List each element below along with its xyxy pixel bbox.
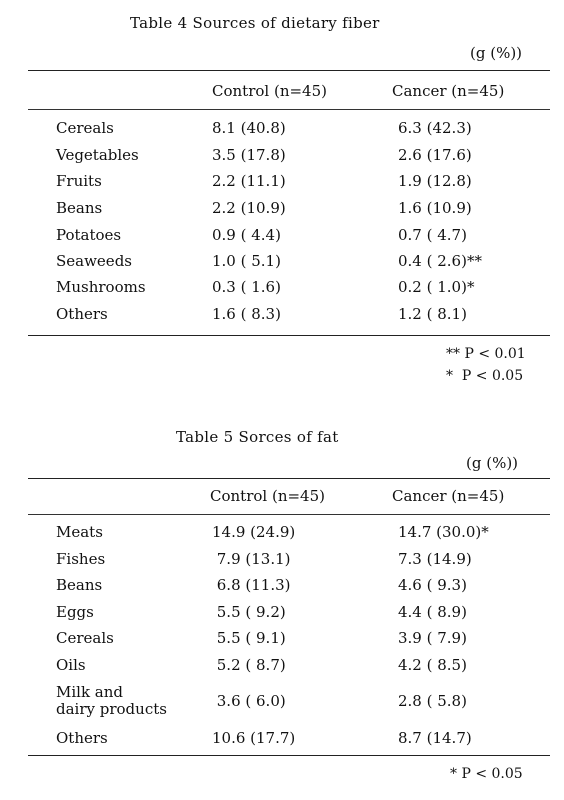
row-label: Others	[56, 729, 108, 747]
control-value: 8.1 (40.8)	[212, 119, 286, 137]
row-label: Beans	[56, 576, 103, 594]
table4-caption: Table 4 Sources of dietary fiber	[130, 14, 380, 32]
cancer-value: 2.8 ( 5.8)	[398, 692, 467, 710]
table5-note-p005: * P < 0.05	[450, 766, 523, 782]
table-row	[0, 656, 564, 682]
control-value: 1.0 ( 5.1)	[212, 252, 281, 270]
control-value: 10.6 (17.7)	[212, 729, 296, 747]
table-row	[0, 629, 564, 655]
control-value: 2.2 (10.9)	[212, 199, 286, 217]
cancer-value: 6.3 (42.3)	[398, 119, 472, 137]
table-row	[0, 305, 564, 331]
row-label: Cereals	[56, 629, 114, 647]
table4-header-cancer: Cancer (n=45)	[392, 82, 505, 100]
cancer-value: 1.6 (10.9)	[398, 199, 472, 217]
cancer-value: 4.2 ( 8.5)	[398, 656, 467, 674]
row-label: Fishes	[56, 550, 106, 568]
cancer-value: 8.7 (14.7)	[398, 729, 472, 747]
row-label: Others	[56, 305, 108, 323]
row-label: Beans	[56, 199, 103, 217]
table-row	[0, 278, 564, 304]
table4-bottom-rule	[28, 335, 550, 336]
table5-caption: Table 5 Sorces of fat	[176, 428, 339, 446]
cancer-value: 7.3 (14.9)	[398, 550, 472, 568]
control-value: 3.5 (17.8)	[212, 146, 286, 164]
cancer-value: 4.6 ( 9.3)	[398, 576, 467, 594]
table-row	[0, 683, 564, 718]
cancer-value: 1.2 ( 8.1)	[398, 305, 467, 323]
row-label: Cereals	[56, 119, 114, 137]
control-value: 6.8 (11.3)	[212, 576, 291, 594]
table4-top-rule	[28, 70, 550, 71]
table4-header-rule	[28, 109, 550, 110]
table5-header-rule	[28, 514, 550, 515]
table-row	[0, 576, 564, 602]
table-row	[0, 199, 564, 225]
table-row	[0, 226, 564, 252]
control-value: 5.5 ( 9.2)	[212, 603, 286, 621]
table-row	[0, 252, 564, 278]
row-label: Oils	[56, 656, 86, 674]
cancer-value: 4.4 ( 8.9)	[398, 603, 467, 621]
table5-unit: (g (%))	[466, 454, 519, 472]
control-value: 5.5 ( 9.1)	[212, 629, 286, 647]
control-value: 1.6 ( 8.3)	[212, 305, 281, 323]
cancer-value: 0.7 ( 4.7)	[398, 226, 467, 244]
row-label: Vegetables	[56, 146, 139, 164]
table4-unit: (g (%))	[470, 44, 523, 62]
row-label: Milk and dairy products	[56, 683, 167, 718]
cancer-value: 2.6 (17.6)	[398, 146, 472, 164]
control-value: 5.2 ( 8.7)	[212, 656, 286, 674]
table-row	[0, 172, 564, 198]
cancer-value: 0.4 ( 2.6)**	[398, 252, 482, 270]
control-value: 14.9 (24.9)	[212, 523, 296, 541]
row-label: Fruits	[56, 172, 102, 190]
control-value: 2.2 (11.1)	[212, 172, 286, 190]
row-label: Seaweeds	[56, 252, 132, 270]
table5-header-control: Control (n=45)	[210, 487, 325, 505]
table-row	[0, 603, 564, 629]
table-row	[0, 523, 564, 549]
row-label: Eggs	[56, 603, 94, 621]
row-label: Mushrooms	[56, 278, 146, 296]
control-value: 0.9 ( 4.4)	[212, 226, 281, 244]
table-row	[0, 119, 564, 145]
row-label: Meats	[56, 523, 103, 541]
table5-top-rule	[28, 478, 550, 479]
table5-header-cancer: Cancer (n=45)	[392, 487, 505, 505]
control-value: 0.3 ( 1.6)	[212, 278, 281, 296]
table4-header-control: Control (n=45)	[212, 82, 327, 100]
table-row	[0, 146, 564, 172]
cancer-value: 3.9 ( 7.9)	[398, 629, 467, 647]
table-row	[0, 550, 564, 576]
cancer-value: 1.9 (12.8)	[398, 172, 472, 190]
control-value: 3.6 ( 6.0)	[212, 692, 286, 710]
table4-note-p005: * P < 0.05	[446, 368, 524, 384]
control-value: 7.9 (13.1)	[212, 550, 291, 568]
table4-note-p001: ** P < 0.01	[446, 346, 526, 362]
cancer-value: 14.7 (30.0)*	[398, 523, 489, 541]
row-label: Potatoes	[56, 226, 122, 244]
table-row	[0, 729, 564, 755]
cancer-value: 0.2 ( 1.0)*	[398, 278, 475, 296]
table5-bottom-rule	[28, 755, 550, 756]
